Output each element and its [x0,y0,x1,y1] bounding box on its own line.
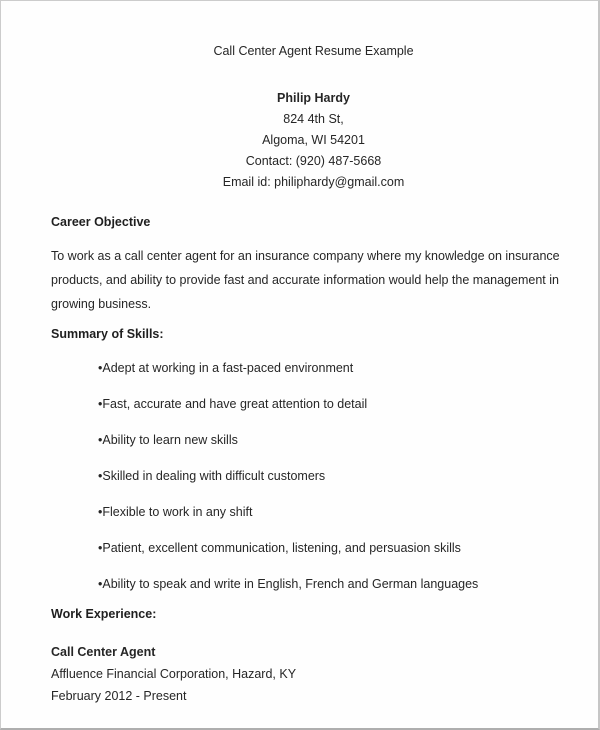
bullet-icon: • [98,397,103,411]
job-dates: February 2012 - Present [51,689,187,703]
skill-item [98,505,576,520]
job-title: Call Center Agent [51,645,156,659]
skill-item [98,541,576,556]
bullet-icon: • [98,433,103,447]
career-objective-text: To work as a call center agent for an insurance company where my knowledge on insurance products, and ability to provide fast and accurate information would help the management in growing business. [51,249,560,311]
job-company: Affluence Financial Corporation, Hazard, KY [51,667,297,681]
bullet-icon: • [98,505,103,519]
skill-item-text: Fast, accurate and have great attention to detail [102,397,368,411]
contact-address-city: Algoma, WI 54201 [262,133,365,147]
career-objective-heading: Career Objective [51,215,151,229]
skill-item-text: Patient, excellent communication, listening, and persuasion skills [102,541,461,555]
skill-item [98,433,576,448]
document-title: Call Center Agent Resume Example [213,44,414,58]
skill-item-text: Ability to learn new skills [102,433,238,447]
skills-list [51,361,576,592]
job-entry [51,641,576,707]
bullet-icon: • [98,361,103,375]
skill-item-text: Skilled in dealing with difficult customers [102,469,326,483]
bullet-icon: • [98,469,103,483]
skills-heading: Summary of Skills: [51,327,164,341]
skill-item [98,469,576,484]
skill-item-text: Ability to speak and write in English, French and German languages [102,577,479,591]
bullet-icon: • [98,541,103,555]
contact-address-street: 824 4th St, [283,112,344,126]
contact-phone: Contact: (920) 487-5668 [245,154,382,168]
skill-item [98,397,576,412]
skill-item-text: Adept at working in a fast-paced environment [102,361,354,375]
contact-email: Email id: philiphardy@gmail.com [222,175,405,189]
bullet-icon: • [98,577,103,591]
skill-item [98,361,576,376]
skill-item [98,577,576,592]
resume-content [51,43,576,707]
skill-item-text: Flexible to work in any shift [102,505,253,519]
work-experience-heading: Work Experience: [51,607,157,621]
contact-name: Philip Hardy [277,91,350,105]
contact-block [51,88,576,193]
